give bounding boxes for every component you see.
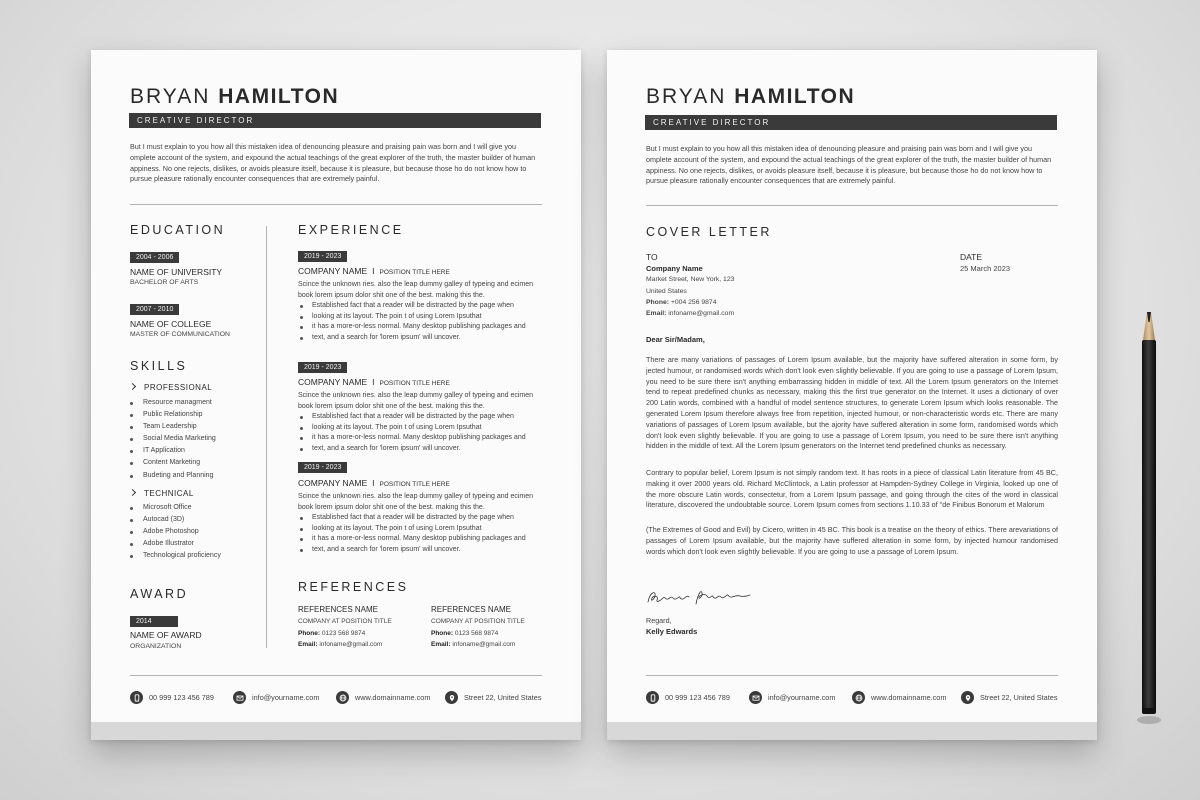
footer-address [445, 691, 541, 704]
phone-value: 0123 568 9874 [321, 630, 366, 637]
list-item: it has a more-or-less normal. Many desktop publishing packages and [298, 534, 548, 545]
job-years: 2019 - 2023 [298, 251, 347, 262]
footer-divider [130, 675, 542, 676]
list-item: Content Marketing [130, 457, 216, 469]
footer-email [749, 691, 835, 704]
email-value: infoname@gmail.com [452, 641, 516, 648]
list-item: text, and a search for 'lorem ipsum' will uncover. [298, 444, 548, 455]
page-bottom-band [91, 722, 581, 740]
technical-skills-list [130, 502, 221, 562]
job-description [298, 391, 548, 454]
last-name: HAMILTON [734, 85, 856, 108]
footer-email-text: info@yourname.com [252, 693, 320, 702]
education-degree: MASTER OF COMMUNICATION [130, 331, 230, 338]
chevron-right-icon [129, 383, 136, 390]
salutation: Dear Sir/Madam, [646, 335, 705, 344]
job-years: 2019 - 2023 [298, 462, 347, 473]
award-year: 2014 [130, 616, 178, 627]
list-item: it has a more-or-less normal. Many desktop publishing packages and [298, 433, 548, 444]
list-item: text, and a search for 'lorem ipsum' will uncover. [298, 545, 548, 556]
recipient-street: Market Street, New York, 123 [646, 276, 735, 283]
list-item: Adobe Photoshop [130, 526, 221, 538]
signer-name: Kelly Edwards [646, 627, 698, 636]
recipient-company: Company Name [646, 264, 703, 273]
award-name: NAME OF AWARD [130, 630, 202, 640]
resume-name [130, 85, 339, 109]
intro-text: But I must explain to you how all this mistaken idea of denouncing pleasure and praising pain was born and I will give you omplete account of the system, and expound the actual teachings of the great explorer of the truth, the master builder of human appiness. No one rejects, dislikes, or avoids pleasure itself, because it is pleasure, but because those ho do not know how to pursue pleasure rationally encounter consequences that are extremely painful. [646, 144, 1052, 186]
company-name: COMPANY NAME [298, 266, 368, 276]
reference-company: COMPANY AT POSITION TITLE [431, 618, 525, 625]
recipient-phone [646, 299, 717, 306]
education-school: NAME OF UNIVERSITY [130, 267, 223, 277]
email-label: Email: [646, 310, 667, 317]
job-title-line: COMPANY NAME I POSITION TITLE HERE [298, 377, 450, 387]
to-label: TO [646, 252, 658, 262]
list-item: Established fact that a reader will be distracted by the page when [298, 412, 548, 423]
experience-heading: EXPERIENCE [298, 223, 404, 237]
first-name: BRYAN [130, 85, 211, 108]
email-label: Email: [431, 641, 451, 648]
email-value: infoname@gmail.com [319, 641, 383, 648]
recipient-country: United States [646, 288, 687, 295]
first-name: BRYAN [646, 85, 727, 108]
email-label: Email: [298, 641, 318, 648]
list-item: looking at its layout. The poin t of using Lorem Ipsuthat [298, 312, 548, 323]
letter-paragraph: (The Extremes of Good and Evil) by Cicero, written in 45 BC. This book is a treatise on the theory of ethics. There arevariations of passages of Lorem Ipsum available, but the majority have suffered alteration in some form, by injected humour randomised words which don't look even slightly believable. If you are going to use a passage of Lorem Ipsum. [646, 525, 1059, 556]
job-description [298, 280, 548, 343]
chevron-right-icon [129, 489, 136, 496]
regard-text: Regard, [646, 616, 672, 625]
location-pin-icon [961, 691, 974, 704]
column-divider [266, 226, 267, 648]
cover-letter-page [607, 50, 1097, 740]
reference-phone [431, 630, 498, 637]
location-pin-icon [445, 691, 458, 704]
position-title: POSITION TITLE HERE [379, 481, 450, 488]
list-item: Budeting and Planning [130, 470, 216, 482]
letter-paragraph: Contrary to popular belief, Lorem Ipsum is not simply random text. It has roots in a piece of classical Latin literature from 45 BC, making it over 2000 years old. Richard McClintock, a Latin professor at Hampden-Sydney College in Virginia, looked up one of the more obscure Latin words, consectetur, from a Lorem Ipsum passage, and going through the cites of the word in classical literature, discovered the undoubtable source. Lorem Ipsum comes from sections 1.10.33 of "de Finibus Bonorum et Malorum [646, 468, 1058, 510]
divider [646, 205, 1058, 206]
globe-icon [336, 691, 349, 704]
footer-email-text: info@yourname.com [768, 693, 836, 702]
phone-value: +004 256 9874 [670, 299, 717, 306]
date-label: DATE [960, 252, 983, 262]
education-school: NAME OF COLLEGE [130, 319, 212, 329]
list-item: looking at its layout. The poin t of using Lorem Ipsuthat [298, 423, 548, 434]
footer-phone-text: 00 999 123 456 789 [665, 693, 730, 702]
education-years: 2004 - 2006 [130, 252, 179, 263]
role-bar: CREATIVE DIRECTOR [645, 115, 1057, 130]
award-heading: AWARD [130, 587, 189, 601]
phone-label: Phone: [431, 630, 454, 637]
list-item: Established fact that a reader will be distracted by the page when [298, 301, 548, 312]
page-bottom-band [607, 722, 1097, 740]
reference-email [431, 641, 515, 648]
job-title-line: COMPANY NAME I POSITION TITLE HERE [298, 478, 450, 488]
list-item: text, and a search for 'lorem ipsum' will uncover. [298, 333, 548, 344]
footer-phone [646, 691, 730, 704]
mail-icon [233, 691, 246, 704]
skills-heading: SKILLS [130, 359, 188, 373]
job-title-line: COMPANY NAME I POSITION TITLE HERE [298, 266, 450, 276]
footer-web [336, 691, 430, 704]
pencil [1134, 310, 1164, 730]
mail-icon [749, 691, 762, 704]
footer-email [233, 691, 319, 704]
list-item: Social Media Marketing [130, 433, 216, 445]
skills-group-label: PROFESSIONAL [144, 383, 213, 392]
education-degree: BACHELOR OF ARTS [130, 279, 199, 286]
letter-date: 25 March 2023 [960, 264, 1011, 273]
job-description [298, 492, 548, 555]
list-item: Established fact that a reader will be distracted by the page when [298, 513, 548, 524]
footer-web-text: www.domainname.com [355, 693, 431, 702]
phone-icon [130, 691, 143, 704]
list-item: Resource managment [130, 397, 216, 409]
intro-text: But I must explain to you how all this mistaken idea of denouncing pleasure and praising pain was born and I will give you omplete account of the system, and expound the actual teachings of the great explorer of the truth, the master builder of human appiness. No one rejects, dislikes, or avoids pleasure itself, because it is pleasure, but because those ho do not know how to pursue pleasure rationally encounter consequences that are extremely painful. [130, 142, 536, 184]
resume-page [91, 50, 581, 740]
role-bar: CREATIVE DIRECTOR [129, 113, 541, 128]
skills-technical-title [130, 489, 194, 498]
reference-company: COMPANY AT POSITION TITLE [298, 618, 392, 625]
job-summary: Scince the unknown ries. also the leap dummy galley of typeing and ecimen book lorem ipsum dolor shit one of the best. making this the. [298, 281, 534, 299]
signature-image [644, 586, 754, 610]
phone-label: Phone: [646, 299, 670, 306]
phone-label: Phone: [298, 630, 321, 637]
education-heading: EDUCATION [130, 223, 226, 237]
footer-phone-text: 00 999 123 456 789 [149, 693, 214, 702]
footer-address-text: Street 22, United States [464, 693, 542, 702]
award-organization: ORGANIZATION [130, 643, 182, 650]
list-item: looking at its layout. The poin t of using Lorem Ipsuthat [298, 524, 548, 535]
position-title: POSITION TITLE HERE [379, 269, 450, 276]
reference-name: REFERENCES NAME [298, 605, 379, 614]
company-name: COMPANY NAME [298, 478, 368, 488]
phone-icon [646, 691, 659, 704]
footer-web [852, 691, 946, 704]
list-item: Adobe Illustrator [130, 538, 221, 550]
list-item: Technological proficiency [130, 550, 221, 562]
job-summary: Scince the unknown ries. also the leap dummy galley of typeing and ecimen book lorem ipsum dolor shit one of the best. making this the. [298, 493, 534, 511]
education-years: 2007 - 2010 [130, 304, 179, 315]
list-item: it has a more-or-less normal. Many desktop publishing packages and [298, 322, 548, 333]
list-item: IT Application [130, 445, 216, 457]
list-item: Public Relationship [130, 409, 216, 421]
globe-icon [852, 691, 865, 704]
footer-address [961, 691, 1057, 704]
footer-web-text: www.domainname.com [871, 693, 947, 702]
divider [130, 204, 542, 205]
position-title: POSITION TITLE HERE [379, 380, 450, 387]
company-name: COMPANY NAME [298, 377, 368, 387]
reference-email [298, 641, 382, 648]
last-name: HAMILTON [218, 85, 340, 108]
professional-skills-list [130, 397, 216, 482]
footer-address-text: Street 22, United States [980, 693, 1058, 702]
job-summary: Scince the unknown ries. also the leap dummy galley of typeing and ecimen book lorem ipsum dolor shit one of the best. making this the. [298, 392, 534, 410]
list-item: Team Leadership [130, 421, 216, 433]
email-value: infoname@gmail.com [668, 310, 735, 317]
reference-name: REFERENCES NAME [431, 605, 512, 614]
footer-phone [130, 691, 214, 704]
skills-group-label: TECHNICAL [144, 489, 194, 498]
skills-professional-title [130, 383, 212, 392]
reference-phone [298, 630, 365, 637]
recipient-email [646, 310, 734, 317]
job-years: 2019 - 2023 [298, 362, 347, 373]
letter-paragraph: There are many variations of passages of Lorem Ipsum available, but the majority have suffered alteration in some form, by jected humour, or randomised words which don't look even slightly believable. If you are going to use a passage of Lorem Ipsum, you need to be sure there isn't anything embarrassing hidden in middle of text. All the Lorem Ipsum generators on the Internet tend to repeat predefined chunks as necessary, making this the first true generator on the Internet. It uses a dictionary of over 200 Latin words, combined with a handful of model sentence structures, to generate Lorem Ipsum which looks reasonable. The generated Lorem Ipsum therefore always free from repetition, injected humour, or non-characteristic words etc. There are many variations of passages of Lorem Ipsum available, but the ajority have suffered alteration in some form, randomised words which don't look even slightly believable. If you are going to use a passage of Lorem Ipsum, you need to be sure there isn't anything hidden in the middle of text. All the Lorem Ipsum generators on the Internet tend predefined chunks as necessary. [646, 355, 1058, 451]
list-item: Autocad (3D) [130, 514, 221, 526]
footer-divider [646, 675, 1058, 676]
references-heading: REFERENCES [298, 580, 409, 594]
cover-name [646, 85, 855, 109]
phone-value: 0123 568 9874 [454, 630, 499, 637]
cover-letter-heading: COVER LETTER [646, 225, 772, 239]
list-item: Microsoft Office [130, 502, 221, 514]
